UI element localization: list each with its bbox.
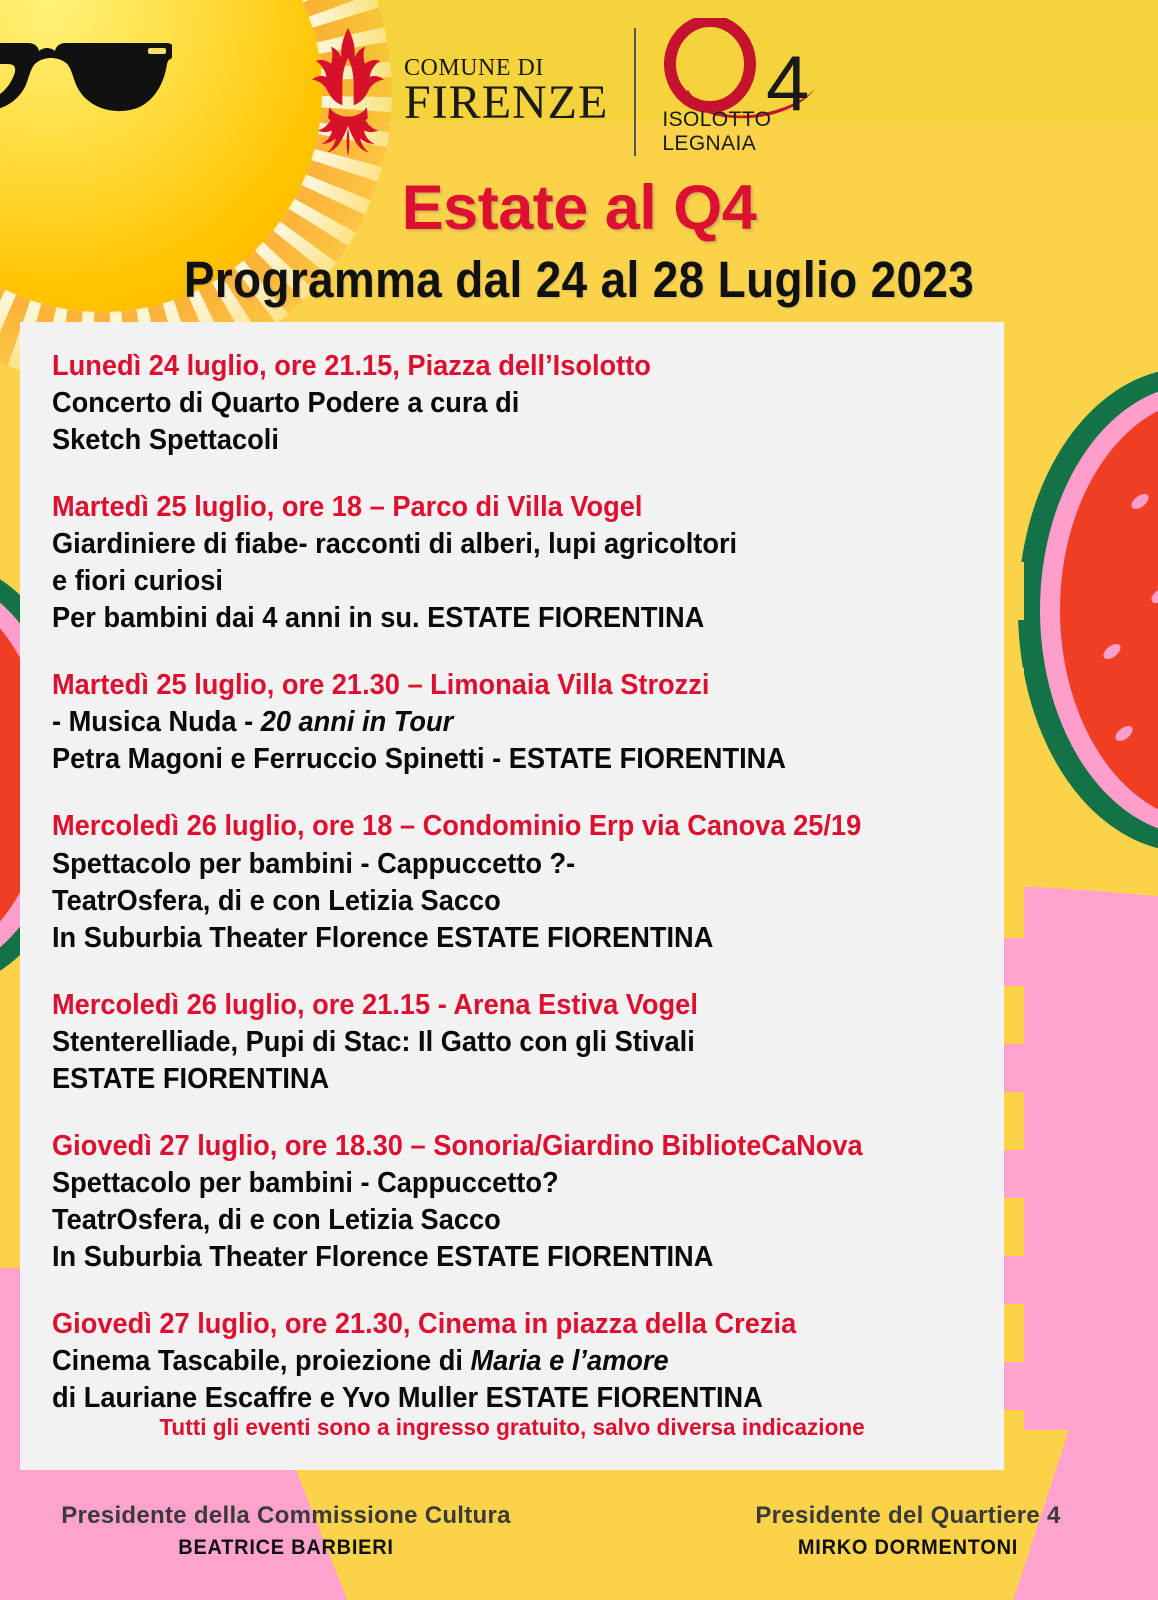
event-detail-line: Per bambini dai 4 anni in su. ESTATE FIORENTINA (52, 602, 705, 635)
q4-logo (658, 22, 858, 162)
event-detail-line: TeatrOsfera, di e con Letizia Sacco (52, 1203, 501, 1236)
event-detail-line: TeatrOsfera, di e con Letizia Sacco (52, 884, 501, 917)
event-heading: Martedì 25 luglio, ore 18 – Parco di Villa Vogel (52, 491, 643, 524)
event-detail-text: Cinema Tascabile, proiezione di (52, 1345, 471, 1378)
event-detail-line: Sketch Spettacoli (52, 424, 279, 457)
event-item (52, 348, 1012, 459)
event-detail-line: In Suburbia Theater Florence ESTATE FIORENTINA (52, 921, 714, 954)
fleur-de-lis-icon (300, 26, 396, 158)
free-entry-note: Tutti gli eventi sono a ingresso gratuito, salvo diversa indicazione (159, 1414, 865, 1440)
event-detail-line: Stenterelliade, Pupi di Stac: Il Gatto con gli Stivali (52, 1025, 695, 1058)
footer-left (36, 1502, 536, 1560)
footer-left-name: BEATRICE BARBIERI (178, 1536, 394, 1559)
footer-left-role: Presidente della Commissione Cultura (61, 1502, 511, 1529)
event-detail-line: Spettacolo per bambini - Cappuccetto ?- (52, 847, 576, 880)
event-item (52, 987, 1012, 1098)
event-item (52, 1128, 1012, 1276)
page-title: Estate al Q4 (401, 173, 757, 243)
comune-di-firenze-wordmark (404, 55, 609, 130)
logo-row (300, 18, 860, 166)
comune-line-2: FIRENZE (404, 76, 609, 130)
event-heading: Mercoledì 26 luglio, ore 21.15 - Arena Estiva Vogel (52, 988, 698, 1021)
program-panel (20, 322, 1004, 1470)
event-item (52, 1306, 1012, 1417)
event-detail-line: Concerto di Quarto Podere a cura di (52, 387, 520, 420)
comune-line-1: COMUNE DI (404, 55, 544, 82)
event-title-italic: 20 anni in Tour (260, 706, 454, 739)
event-title-italic: Maria e l’amore (470, 1345, 669, 1378)
event-detail-line: ESTATE FIORENTINA (52, 1062, 330, 1095)
event-heading: Lunedì 24 luglio, ore 21.15, Piazza dell’Isolotto (52, 350, 651, 382)
event-item (52, 489, 1012, 637)
svg-text:4: 4 (766, 39, 810, 127)
event-heading: Giovedì 27 luglio, ore 21.30, Cinema in piazza della Crezia (52, 1307, 797, 1340)
event-item (52, 667, 1012, 778)
event-detail-text: Petra Magoni e Ferruccio Spinetti - ESTATE FIORENTINA (52, 743, 786, 776)
event-detail-line (52, 741, 969, 778)
q4-subtitle: ISOLOTTO LEGNAIA (662, 108, 772, 155)
footer-right-name: MIRKO DORMENTONI (797, 1536, 1019, 1559)
event-detail-line: Spettacolo per bambini - Cappuccetto? (52, 1166, 559, 1199)
page-subtitle: Programma dal 24 al 28 Luglio 2023 (183, 251, 975, 308)
footer-right (698, 1502, 1118, 1560)
watermelon-slice-icon (1018, 368, 1158, 852)
event-heading: Martedì 25 luglio, ore 21.30 – Limonaia Villa Strozzi (52, 669, 710, 702)
event-detail-text: di Lauriane Escaffre e Yvo Muller ESTATE FIORENTINA (52, 1382, 763, 1415)
event-detail-line (52, 704, 969, 741)
sunglasses-icon (0, 40, 172, 124)
event-detail-line: e fiori curiosi (52, 565, 223, 598)
footer-right-role: Presidente del Quartiere 4 (755, 1502, 1061, 1529)
event-detail-line (52, 1343, 969, 1380)
event-detail-line: Giardiniere di fiabe- racconti di alberi, lupi agricoltori (52, 528, 738, 561)
event-item (52, 808, 1012, 956)
event-detail-line: In Suburbia Theater Florence ESTATE FIORENTINA (52, 1240, 714, 1273)
event-detail-text: - Musica Nuda - (52, 706, 261, 739)
event-list (52, 348, 1012, 1417)
event-heading: Mercoledì 26 luglio, ore 18 – Condominio Erp via Canova 25/19 (52, 810, 862, 843)
event-detail-line (52, 1380, 969, 1417)
logo-divider (634, 28, 636, 156)
event-heading: Giovedì 27 luglio, ore 18.30 – Sonoria/Giardino BiblioteCaNova (52, 1129, 863, 1162)
